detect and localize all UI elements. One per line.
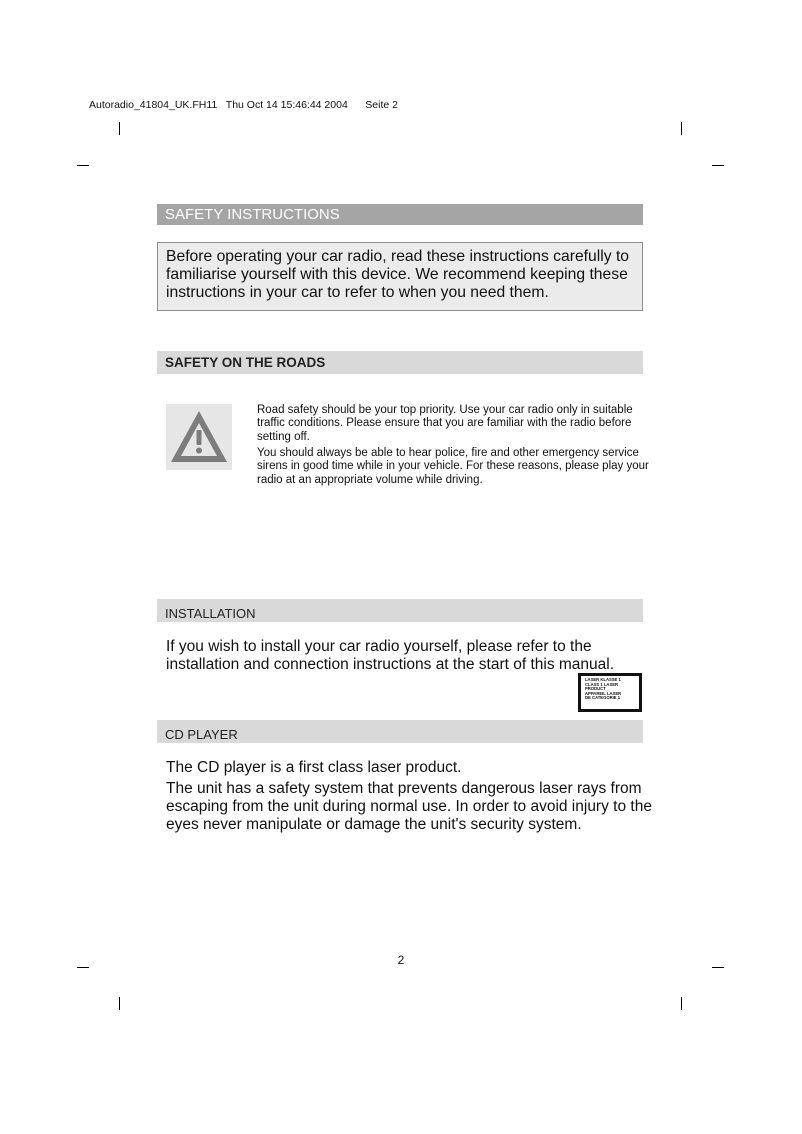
crop-mark-lower-right (712, 967, 724, 968)
crop-mark-upper-right (712, 165, 724, 166)
crop-mark-bottom-right (681, 997, 682, 1010)
page-number: 2 (397, 953, 405, 967)
installation-text: If you wish to install your car radio yourself, please refer to the installation and connection instructions at the start of this manual. (166, 638, 615, 673)
crop-mark-bottom-left (119, 997, 120, 1010)
laser-label-line: PRODUCT (585, 686, 606, 692)
cd-player-paragraph-2: The unit has a safety system that prevents dangerous laser rays from escaping from the unit during normal use. In order to avoid injury to the eyes never manipulate or damage the unit's security system. (166, 780, 652, 833)
crop-mark-lower-left (77, 967, 89, 968)
cd-player-heading: CD PLAYER (157, 720, 643, 743)
intro-box (157, 242, 643, 311)
crop-mark-upper-left (77, 165, 89, 166)
laser-label-line: LASER KLASSE 1 (585, 677, 621, 682)
safety-on-roads-heading: SAFETY ON THE ROADS (157, 351, 643, 374)
laser-class-label (578, 673, 642, 712)
laser-label-line: APPAREIL LASER (585, 690, 622, 696)
warning-triangle-icon (166, 404, 232, 470)
road-safety-paragraph-2: You should always be able to hear police, fire and other emergency service sirens in good time while in your vehicle. For these reasons, please play your radio at an appropriate volume while driving. (257, 447, 649, 486)
laser-label-line: DE CATEGORIE 1 (585, 695, 621, 701)
laser-label-line: CLASS 1 LASER (585, 681, 619, 687)
print-header: Autoradio_41804_UK.FH11 Thu Oct 14 15:46:44 2004 Seite 2 (89, 99, 398, 111)
safety-instructions-heading: SAFETY INSTRUCTIONS (157, 204, 643, 225)
road-safety-paragraph-1: Road safety should be your top priority. Use your car radio only in suitable traffic conditions. Please ensure that you are familiar with the radio before setting off. (257, 404, 633, 443)
installation-heading: INSTALLATION (157, 599, 643, 622)
intro-text: Before operating your car radio, read these instructions carefully to familiarise yourself with this device. We recommend keeping these instructions in your car to refer to when you need them. (166, 248, 630, 301)
crop-mark-top-right (681, 122, 682, 135)
cd-player-paragraph-1: The CD player is a first class laser product. (166, 759, 462, 776)
crop-mark-top-left (119, 122, 120, 135)
